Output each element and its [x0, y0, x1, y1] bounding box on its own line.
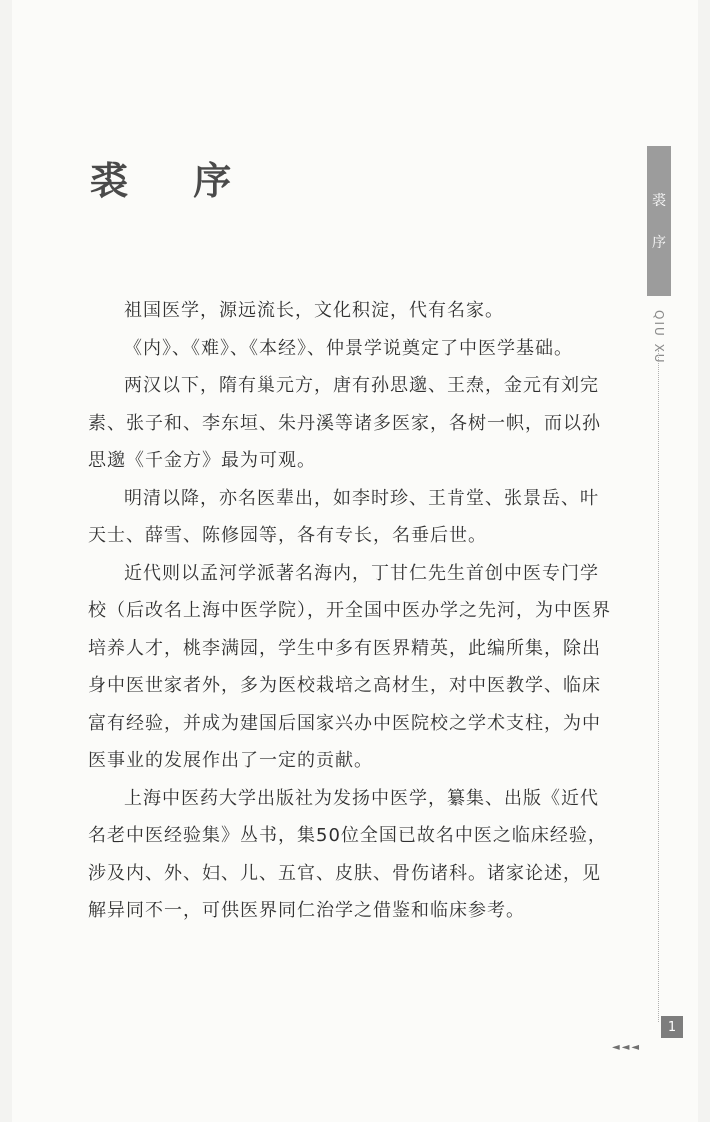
- page-title: 裘 序: [90, 158, 258, 203]
- page-arrows-icon: ◄◄◄: [612, 1042, 642, 1053]
- side-divider: [658, 350, 659, 1022]
- page-number: 1: [661, 1016, 683, 1038]
- paragraph: 明清以降，亦名医辈出，如李时珍、王肯堂、张景岳、叶天士、薛雪、陈修园等，各有专长，名垂后世。: [88, 487, 599, 546]
- paragraph: 近代则以孟河学派著名海内，丁甘仁先生首创中医专门学校（后改名上海中医学院），开全国中医办学之先河，为中医界培养人才，桃李满园，学生中多有医界精英，此编所集，除出身中医世家者外，多为医校栽培之高材生，对中医教学、临床富有经验，并成为建国后国家兴办中医院校之学术支柱，为中医事业的发展作出了一定的贡献。: [88, 562, 611, 771]
- side-tab-char: 裘: [652, 193, 666, 209]
- section-side-tab: [647, 146, 671, 296]
- paragraph: 上海中医药大学出版社为发扬中医学，纂集、出版《近代名老中医经验集》丛书，集50位全国已故名中医之临床经验，涉及内、外、妇、儿、五官、皮肤、骨伤诸科。诸家论述，见解异同不一，可供医界同仁治学之借鉴和临床参考。: [88, 787, 607, 921]
- paragraph: 两汉以下，隋有巢元方，唐有孙思邈、王焘，金元有刘完素、张子和、李东垣、朱丹溪等诸多医家，各树一帜，而以孙思邈《千金方》最为可观。: [88, 375, 601, 471]
- side-tab-romanization: QIU XU: [652, 310, 666, 365]
- preface-body: [88, 292, 612, 930]
- side-tab-char: 序: [652, 235, 666, 251]
- paragraph: 祖国医学，源远流长，文化积淀，代有名家。: [124, 300, 504, 321]
- paragraph: 《内》、《难》、《本经》、仲景学说奠定了中医学基础。: [124, 337, 573, 359]
